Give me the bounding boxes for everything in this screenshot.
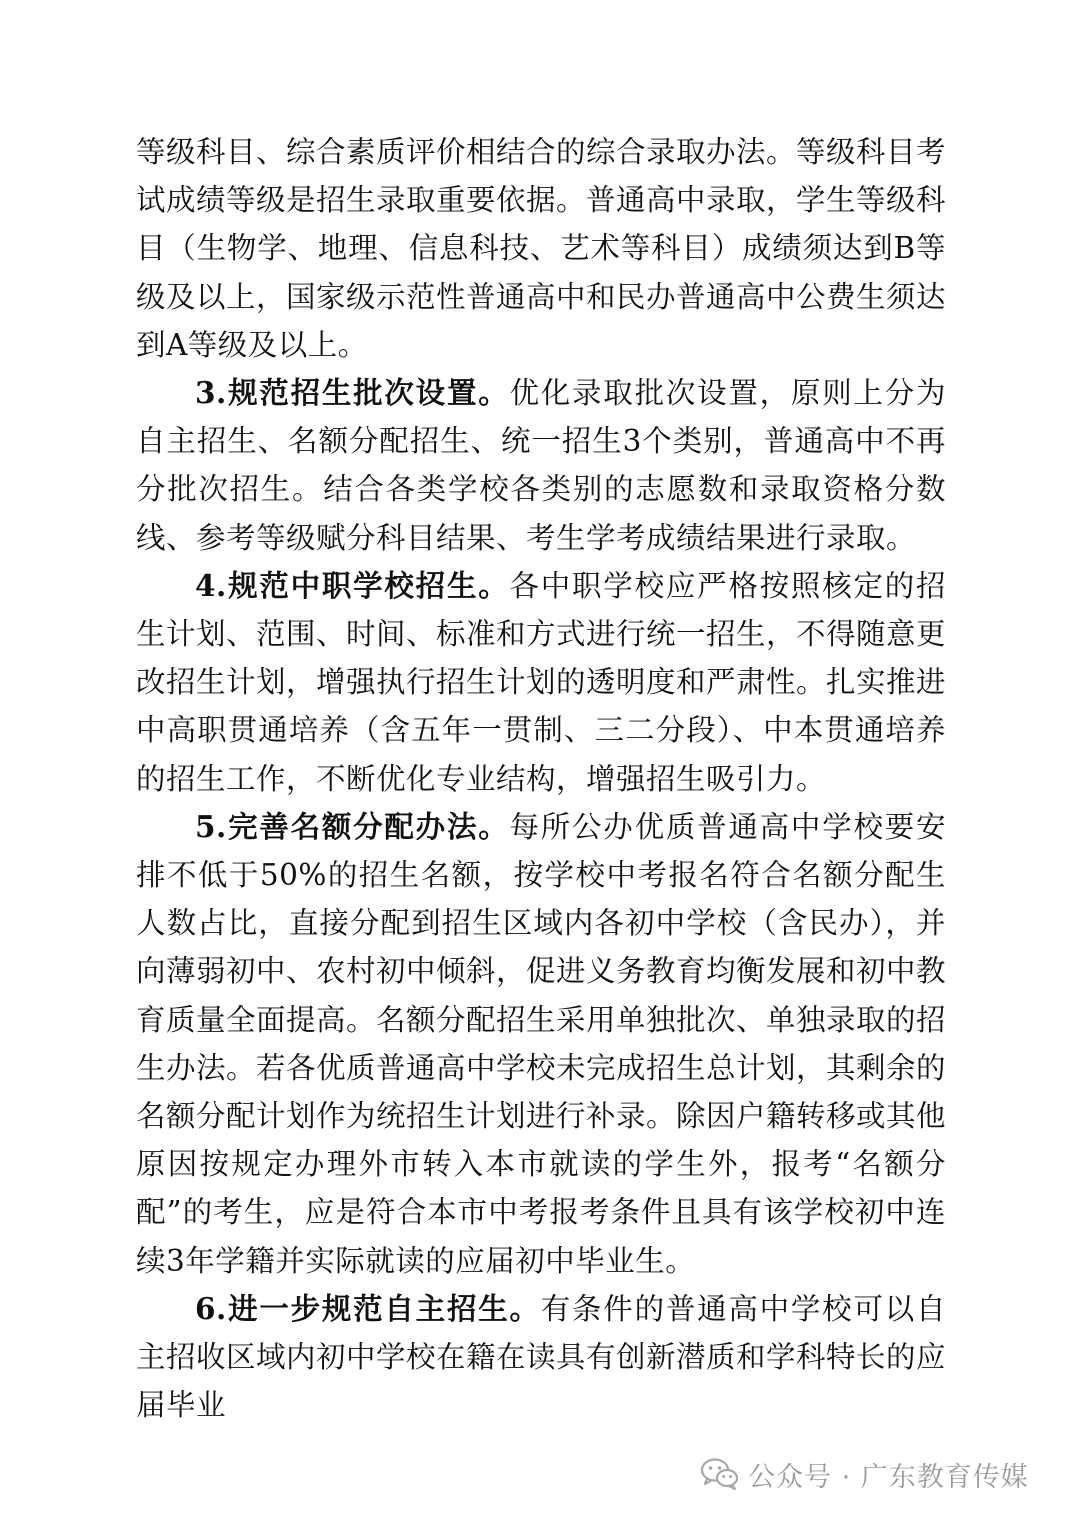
paragraph-heading: 5.完善名额分配办法。: [195, 808, 510, 844]
wechat-icon: [700, 1457, 740, 1491]
paragraph-independent-enrollment: [136, 1285, 946, 1430]
paragraph-body: 每所公办优质普通高中学校要安排不低于50%的招生名额，按学校中考报名符合名额分配生人数占比，直接分配到招生区域内各初中学校（含民办），并向薄弱初中、农村初中倾斜，促进义务教育均衡发展和初中教育质量全面提高。名额分配招生采用单独批次、单独录取的招生办法。若各优质普通高中学校未完成招生总计划，其剩余的名额分配计划作为统招生计划进行补录。除因户籍转移或其他原因按规定办理外市转入本市就读的学生外，报考“名额分配”的考生，应是符合本市中考报考条件且具有该学校初中连续3年学籍并实际就读的应届初中毕业生。: [136, 809, 947, 1278]
paragraph-heading: 4.规范中职学校招生。: [195, 567, 510, 603]
paragraph-body: 各中职学校应严格按照核定的招生计划、范围、时间、标准和方式进行统一招生，不得随意更改招生计划，增强执行招生计划的透明度和严肃性。扎实推进中高职贯通培养（含五年一贯制、三二分段）、中本贯通培养的招生工作，不断优化专业结构，增强招生吸引力。: [136, 568, 947, 796]
paragraph-quota-allocation: [136, 803, 946, 1285]
watermark-text: 公众号 · 广东教育传媒: [748, 1461, 1029, 1493]
paragraph-heading: 3.规范招生批次设置。: [195, 375, 510, 411]
paragraph-body: 优化录取批次设置，原则上分为自主招生、名额分配招生、统一招生3个类别，普通高中不再分批次招生。结合各类学校各类别的志愿数和录取资格分数线、参考等级赋分科目结果、考生学考成绩结果进行录取。: [136, 376, 946, 555]
paragraph-body: 等级科目、综合素质评价相结合的综合录取办法。等级科目考试成绩等级是招生录取重要依据。普通高中录取，学生等级科目（生物学、地理、信息科技、艺术等科目）成绩须达到B等级及以上，国家级示范性普通高中和民办普通高中公费生须达到A等级及以上。: [136, 135, 947, 362]
paragraph-heading: 6.进一步规范自主招生。: [195, 1290, 541, 1326]
paragraph-body: 有条件的普通高中学校可以自主招收区域内初中学校在籍在读具有创新潜质和学科特长的应届毕业: [136, 1291, 947, 1423]
paragraph-enrollment-batches: [136, 369, 946, 562]
document-page: [136, 128, 946, 1429]
paragraph-continuation: [136, 128, 946, 369]
paragraph-vocational-schools: [136, 562, 946, 803]
wechat-watermark: [700, 1454, 1029, 1494]
